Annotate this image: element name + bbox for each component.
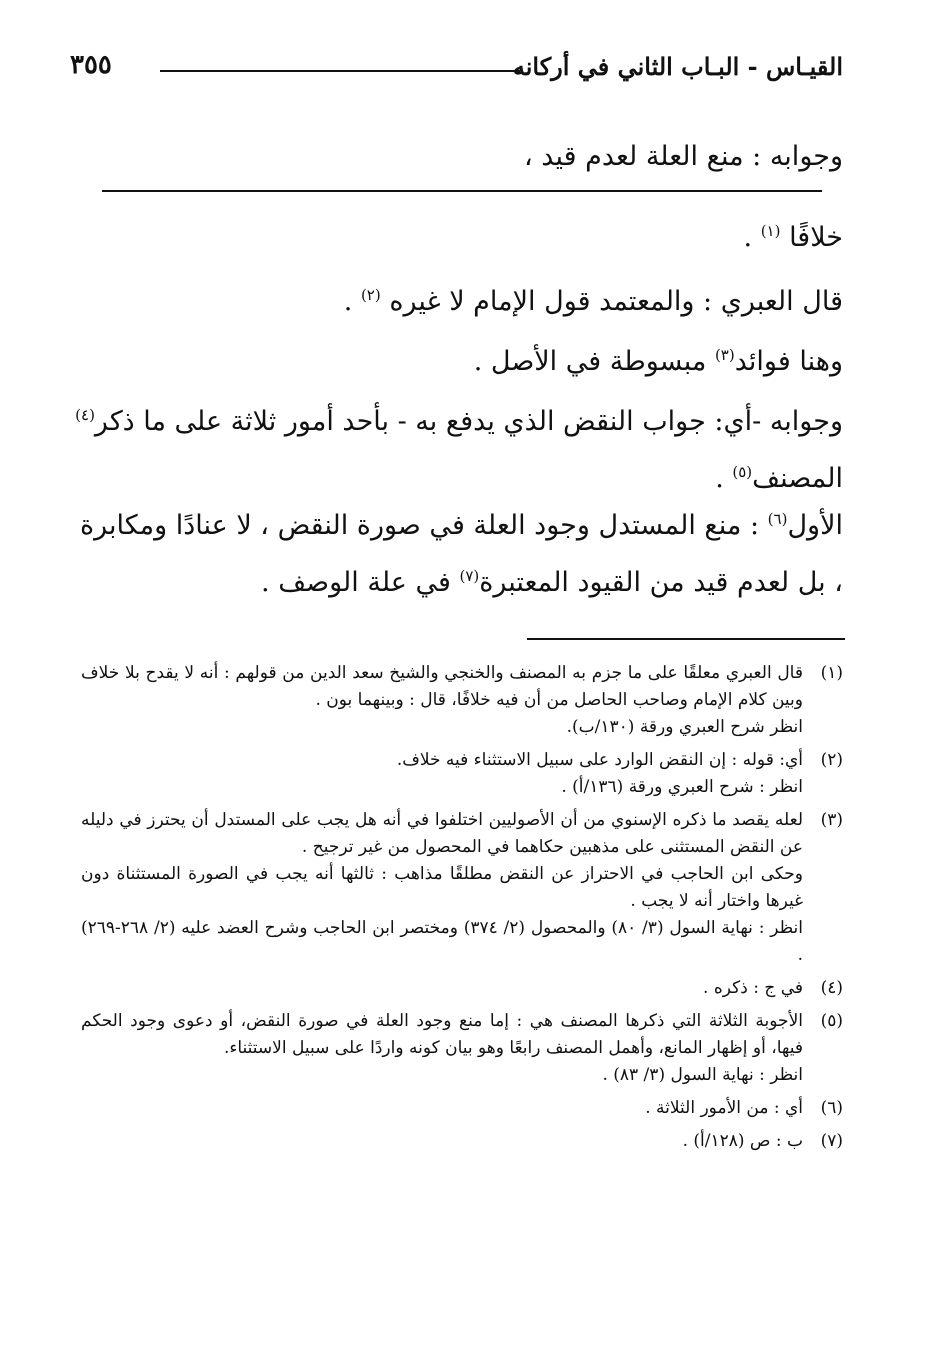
footnote-number: (٥): [820, 1011, 843, 1031]
footnote-line: لعله يقصد ما ذكره الإسنوي من أن الأصوليين اختلفوا في أنه هل يجب على المستدل أن يحترز في دليله عن النقض المستثنى على مذهبين حكاهما في المحصول من غير ترجيح .: [81, 810, 803, 857]
footnote-line: انظر : نهاية السول (٣/ ٨٣) .: [602, 1065, 803, 1085]
paragraph-1: [73, 206, 843, 263]
footnote-number: (٢): [820, 750, 843, 770]
footnote-line: في ج : ذكره .: [703, 978, 803, 998]
footnote-7: [81, 1128, 843, 1155]
paragraph-5-text-a: الأول: [787, 510, 843, 541]
footnote-4: [81, 975, 843, 1002]
footnote-ref-6: (٦): [767, 510, 788, 528]
running-header: [70, 52, 843, 92]
footnote-body: [81, 1095, 803, 1122]
footnote-6: [81, 1095, 843, 1122]
footnotes: [81, 660, 843, 1161]
footnote-body: [81, 660, 803, 741]
footnote-body: [81, 807, 803, 969]
footnote-2: [81, 747, 843, 801]
paragraph-4-text-a: وجوابه -أي: جواب النقض الذي يدفع به - بأحد أمور ثلاثة على ما ذكر: [94, 406, 843, 437]
footnote-line: الأجوبة الثلاثة التي ذكرها المصنف هي : إما منع وجود العلة في صورة النقض، أو دعوى وجود الحكم فيها، أو إظهار المانع، وأهمل المصنف رابعًا وهو بيان كونه واردًا على سبيل الاستثناء.: [81, 1011, 803, 1058]
footnote-line: أي : من الأمور الثلاثة .: [645, 1098, 803, 1118]
paragraph-2: [73, 270, 843, 327]
footnote-ref-4: (٤): [75, 406, 95, 424]
footnote-number: (٤): [820, 978, 843, 998]
header-rule: [160, 70, 520, 72]
footnote-line: انظر شرح العبري ورقة (١٣٠/ب).: [566, 717, 803, 737]
footnote-line: أي: قوله : إن النقض الوارد على سبيل الاستثناء فيه خلاف.: [396, 750, 803, 770]
paragraph-5-text-c: في علة الوصف .: [261, 567, 460, 598]
footnote-line: انظر : شرح العبري ورقة (١٣٦/أ) .: [561, 777, 803, 797]
footnote-1: [81, 660, 843, 741]
paragraph-4-end: .: [715, 463, 733, 494]
footnote-ref-5: (٥): [732, 463, 753, 481]
footnote-3: [81, 807, 843, 969]
paragraph-1-end: .: [743, 222, 753, 253]
paragraph-2-end: .: [343, 286, 353, 317]
footnote-body: [81, 1128, 803, 1155]
footnote-line: انظر : نهاية السول (٣/ ٨٠) والمحصول (٢/ ٣٧٤) ومختصر ابن الحاجب وشرح العضد عليه (٢/ ٢٦٨-٢٦٩) .: [81, 918, 803, 965]
page-number: ٣٥٥: [70, 50, 112, 80]
paragraph-3-text-b: مبسوطة في الأصل .: [473, 346, 715, 377]
footnote-body: [81, 975, 803, 1002]
footnote-body: [81, 747, 803, 801]
footnote-5: [81, 1008, 843, 1089]
footnote-number: (١): [820, 663, 843, 683]
footnote-number: (٧): [820, 1131, 843, 1151]
paragraph-4-text-b: المصنف: [752, 463, 843, 494]
paragraph-3: [73, 330, 843, 387]
paragraph-1-text: خلافًا: [789, 222, 843, 253]
footnote-number: (٦): [820, 1098, 843, 1118]
footnote-line: ب : ص (١٢٨/أ) .: [682, 1131, 803, 1151]
paragraph-5: [73, 494, 843, 608]
paragraph-3-text-a: وهنا فوائد: [734, 346, 843, 377]
chapter-title: القيـاس - البـاب الثاني في أركانه: [512, 52, 843, 81]
footnote-separator: [527, 638, 845, 640]
footnote-number: (٣): [820, 810, 843, 830]
footnote-ref-7: (٧): [459, 567, 480, 585]
matn-text: وجوابه : منع العلة لعدم قيد ،: [524, 141, 843, 172]
footnote-ref-3: (٣): [714, 346, 735, 364]
paragraph-4: [73, 390, 843, 504]
paragraph-2-text: قال العبري : والمعتمد قول الإمام لا غيره: [389, 286, 843, 317]
footnote-line: قال العبري معلقًا على ما جزم به المصنف والخنجي والشيخ سعد الدين من قولهم : أنه لا يقدح بلا خلاف وبين كلام الإمام وصاحب الحاصل من أن فيه خلافًا، قال : وبينهما بون .: [81, 663, 803, 710]
matn-separator: [102, 190, 822, 192]
footnote-ref-1: (١): [760, 222, 781, 240]
paragraph-5-text-b: : منع المستدل وجود العلة في صورة النقض ، لا عنادًا ومكابرة ، بل لعدم قيد من القيود المعتبرة: [79, 510, 843, 598]
footnote-ref-2: (٢): [360, 286, 381, 304]
footnote-body: [81, 1008, 803, 1089]
footnote-line: وحكى ابن الحاجب في الاحتراز عن النقض مطلقًا مذاهب : ثالثها أنه يجب في الصورة المستثناة دون غيرها واختار أنه لا يجب .: [81, 864, 803, 911]
